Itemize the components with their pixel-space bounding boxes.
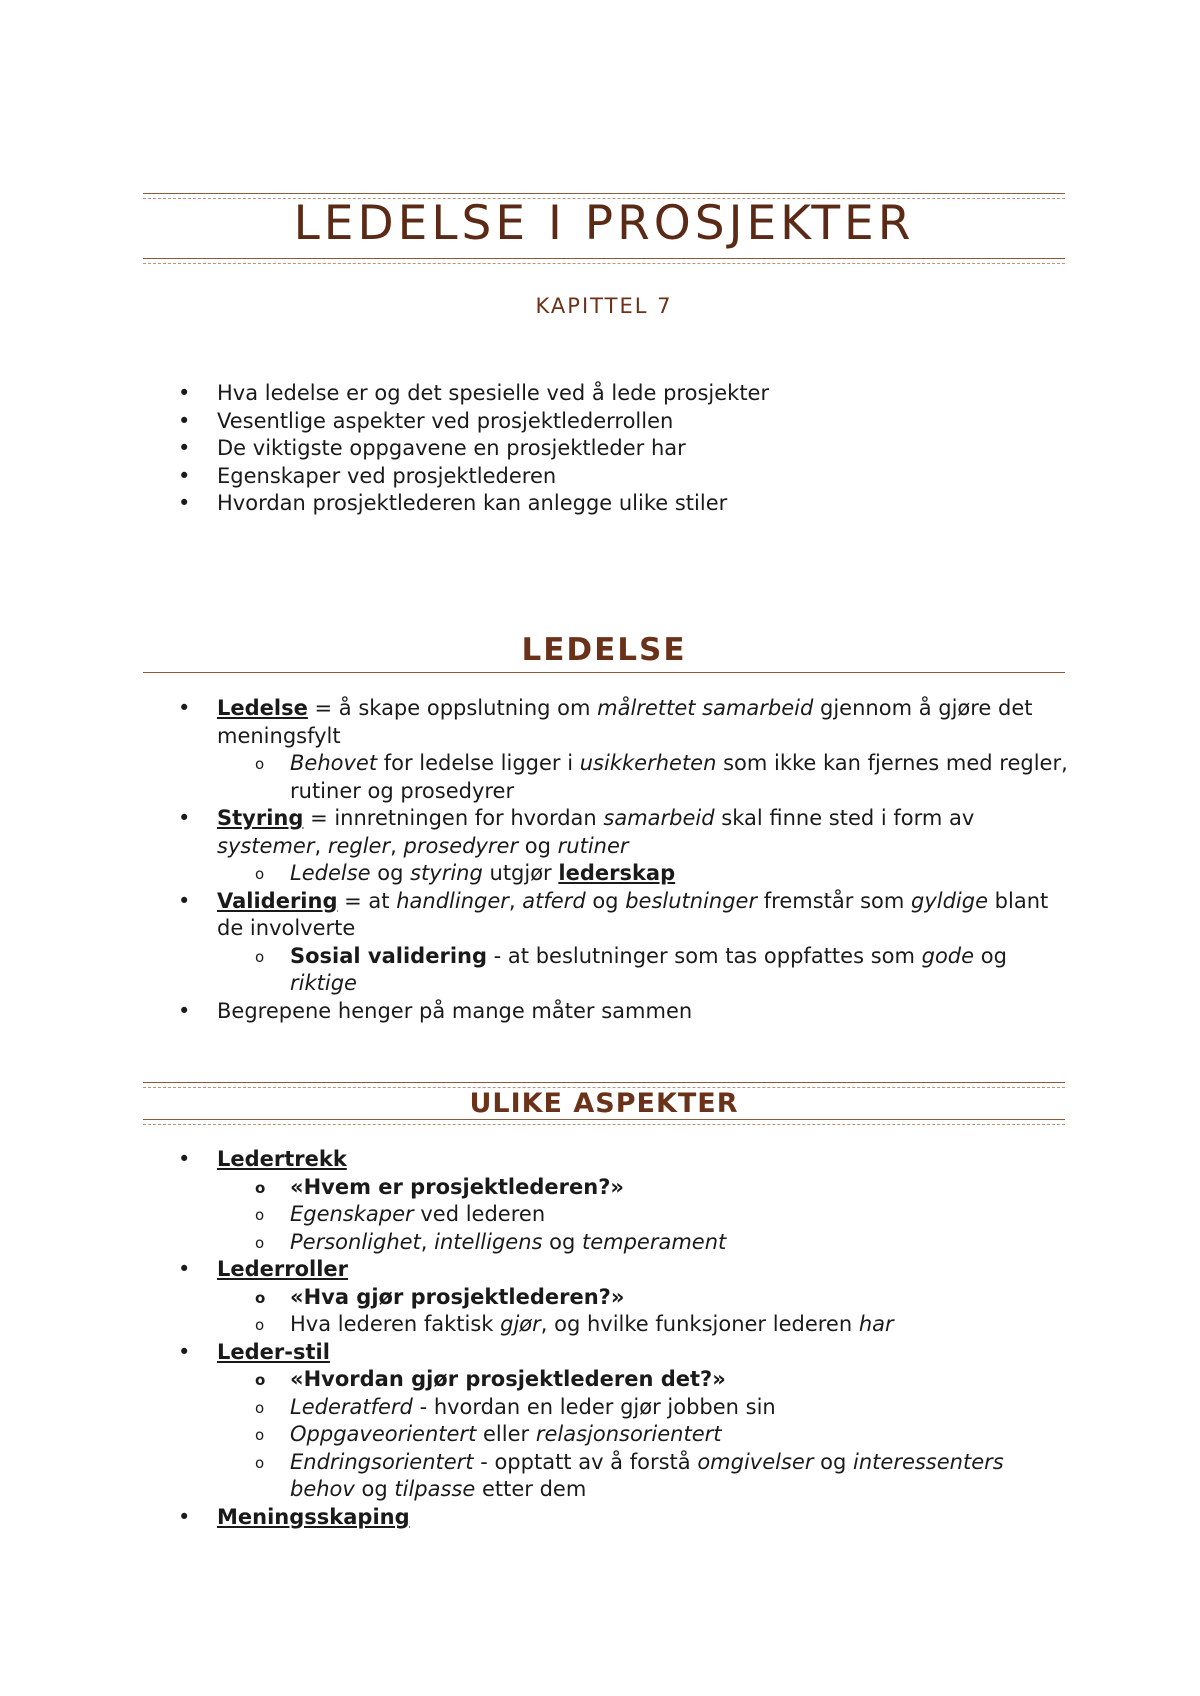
- bullet-icon: •: [178, 463, 191, 488]
- chapter-subtitle: KAPITTEL 7: [535, 294, 673, 318]
- list-item: o Behovet for ledelse ligger i usikkerheten som ikke kan fjernes med regler, rutiner og prosedyrer: [255, 751, 1068, 803]
- circle-bullet-icon: o: [255, 1288, 266, 1307]
- list-item: o Hva lederen faktisk gjør, og hvilke funksjoner lederen har: [0, 1311, 1200, 1339]
- bullet-icon: •: [178, 998, 191, 1023]
- circle-bullet-icon: o: [255, 947, 265, 966]
- list-item: • Ledelse = å skape oppslutning om målrettet samarbeid gjennom å gjøre det meningsfylt: [178, 696, 1033, 748]
- list-item: o Oppgaveorientert eller relasjonsorientert: [0, 1421, 1200, 1449]
- list-item: o Ledelse og styring utgjør lederskap: [0, 860, 1200, 888]
- list-item: • Hvordan prosjektlederen kan anlegge ulike stiler: [0, 490, 1200, 518]
- circle-bullet-icon: o: [255, 1178, 266, 1197]
- circle-bullet-icon: o: [255, 865, 265, 883]
- section-rule: [143, 672, 1065, 673]
- list-item: • Validering = at handlinger, atferd og beslutninger fremstår som gyldige blant de involverte: [178, 888, 1049, 940]
- bullet-icon: •: [178, 1147, 191, 1171]
- list-item: o Personlighet, intelligens og temperament: [0, 1229, 1200, 1257]
- list-item: o «Hvem er prosjektlederen?»: [0, 1174, 1200, 1202]
- list-item: o Endringsorientert - opptatt av å forstå omgivelser og interessenters behov og tilpasse etter dem: [255, 1449, 1004, 1501]
- bullet-icon: •: [178, 1257, 191, 1281]
- list-item: • De viktigste oppgavene en prosjektleder har: [0, 435, 1200, 463]
- aspekter-list: [0, 1146, 1200, 1531]
- list-item: o Egenskaper ved lederen: [0, 1201, 1200, 1229]
- list-item: • Meningsskaping: [0, 1504, 1200, 1532]
- bullet-icon: •: [178, 436, 191, 460]
- list-item: • Begrepene henger på mange måter sammen: [0, 998, 1200, 1026]
- circle-bullet-icon: o: [255, 1398, 265, 1417]
- bullet-icon: •: [178, 381, 191, 405]
- list-item: o «Hvordan gjør prosjektlederen det?»: [0, 1366, 1200, 1394]
- list-item: o «Hva gjør prosjektlederen?»: [0, 1284, 1200, 1312]
- list-item: • Egenskaper ved prosjektlederen: [0, 463, 1200, 491]
- bullet-icon: •: [178, 696, 191, 720]
- list-item: o Lederatferd - hvordan en leder gjør jobben sin: [0, 1394, 1200, 1422]
- circle-bullet-icon: o: [255, 1426, 265, 1444]
- list-item: • Leder-stil: [0, 1339, 1200, 1367]
- bullet-icon: •: [178, 806, 191, 830]
- list-item: • Ledertrekk: [0, 1146, 1200, 1174]
- bullet-icon: •: [178, 888, 191, 913]
- list-item: • Styring = innretningen for hvordan samarbeid skal finne sted i form av systemer, regler, prosedyrer og rutiner: [178, 806, 975, 858]
- list-item: o Sosial validering - at beslutninger som tas oppfattes som gode og riktige: [255, 943, 1007, 995]
- list-item: • Hva ledelse er og det spesielle ved å lede prosjekter: [0, 380, 1200, 408]
- bullet-icon: •: [178, 1504, 191, 1529]
- aspekter-bottom-rule: [143, 1119, 1065, 1125]
- bullet-icon: •: [178, 491, 191, 515]
- bullet-icon: •: [178, 408, 191, 433]
- circle-bullet-icon: o: [255, 1233, 265, 1252]
- circle-bullet-icon: o: [255, 1206, 265, 1224]
- ledelse-list: [0, 695, 1200, 1025]
- section-heading-ledelse: LEDELSE: [521, 632, 687, 668]
- title-bottom-rule: [143, 258, 1065, 264]
- section-heading-aspekter: ULIKE ASPEKTER: [469, 1088, 739, 1119]
- circle-bullet-icon: o: [255, 755, 265, 773]
- page-title: LEDELSE I PROSJEKTER: [293, 196, 915, 251]
- circle-bullet-icon: o: [255, 1453, 265, 1472]
- bullet-icon: •: [178, 1339, 191, 1364]
- circle-bullet-icon: o: [255, 1371, 266, 1389]
- list-item: • Vesentlige aspekter ved prosjektlederrollen: [0, 408, 1200, 436]
- intro-list: [0, 380, 1200, 518]
- circle-bullet-icon: o: [255, 1316, 265, 1334]
- list-item: • Lederroller: [0, 1256, 1200, 1284]
